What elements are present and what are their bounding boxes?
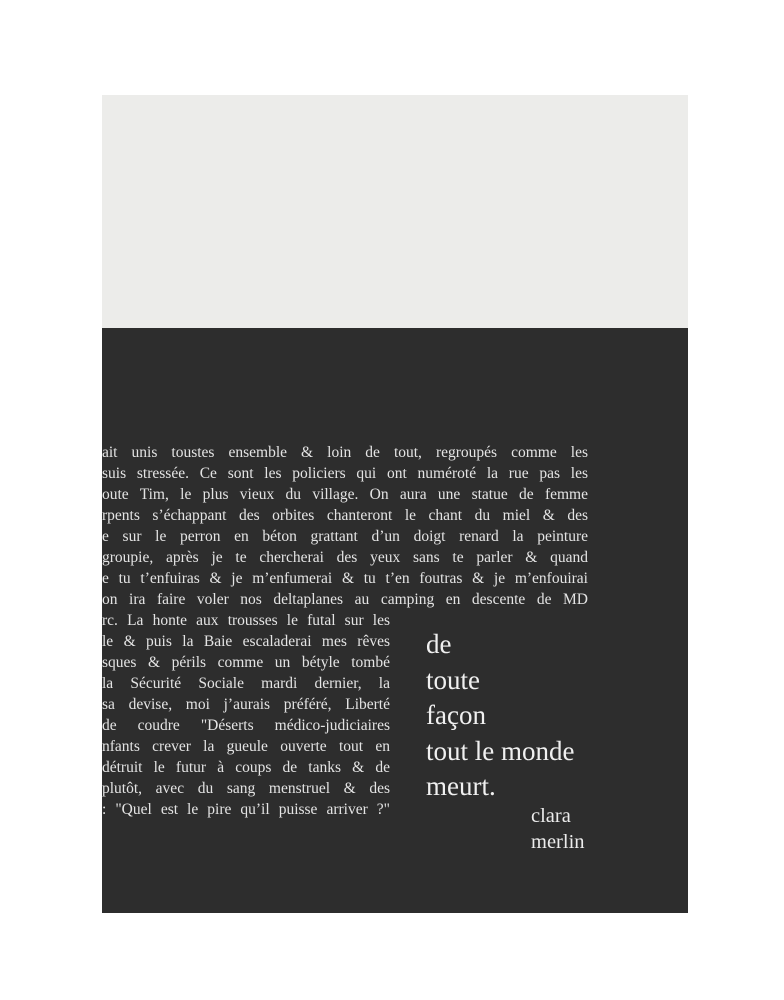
author-line: clara <box>531 805 571 827</box>
title-line: façon <box>426 700 486 730</box>
prose-line: oute Tim, le plus vieux du village. On aura une statue de femme <box>102 486 588 503</box>
title-line: de <box>426 629 452 659</box>
prose-line: rc. La honte aux trousses le futal sur les <box>102 612 390 629</box>
prose-line: détruit le futur à coups de tanks & de <box>102 759 390 776</box>
prose-line: e sur le perron en béton grattant d’un doigt renard la peinture <box>102 528 588 545</box>
prose-line: rpents s’échappant des orbites chanteront le chant du miel & des <box>102 507 588 524</box>
prose-line: nfants crever la gueule ouverte tout en <box>102 738 390 755</box>
author-line: merlin <box>531 831 585 853</box>
book-title <box>426 627 574 805</box>
prose-line: e tu t’enfuiras & je m’enfumerai & tu t’en foutras & je m’enfouirai <box>102 570 588 587</box>
title-line: toute <box>426 664 480 695</box>
book-author <box>531 803 585 855</box>
prose-line: le & puis la Baie escaladerai mes rêves <box>102 633 390 650</box>
prose-line: sques & périls comme un bétyle tombé <box>102 654 390 671</box>
prose-line: la Sécurité Sociale mardi dernier, la <box>102 675 390 692</box>
cover-top-panel <box>102 95 688 328</box>
prose-line: : "Quel est le pire qu’il puisse arriver ?" <box>102 801 390 818</box>
title-line: tout le monde <box>426 735 575 766</box>
prose-line: sa devise, moi j’aurais préféré, Liberté <box>102 696 390 713</box>
cover-prose-block <box>102 328 688 913</box>
title-line: meurt. <box>426 771 496 801</box>
prose-line: ait unis toustes ensemble & loin de tout, regroupés comme les <box>102 444 588 461</box>
prose-line: de coudre "Déserts médico-judiciaires <box>102 717 390 734</box>
prose-line: plutôt, avec du sang menstruel & des <box>102 780 390 797</box>
prose-line: suis stressée. Ce sont les policiers qui ont numéroté la rue pas les <box>102 465 588 482</box>
prose-line: groupie, après je te chercherai des yeux sans te parler & quand <box>102 549 588 566</box>
book-cover <box>102 95 688 913</box>
prose-line: on ira faire voler nos deltaplanes au camping en descente de MD <box>102 591 588 608</box>
cover-bottom-panel <box>102 328 688 913</box>
